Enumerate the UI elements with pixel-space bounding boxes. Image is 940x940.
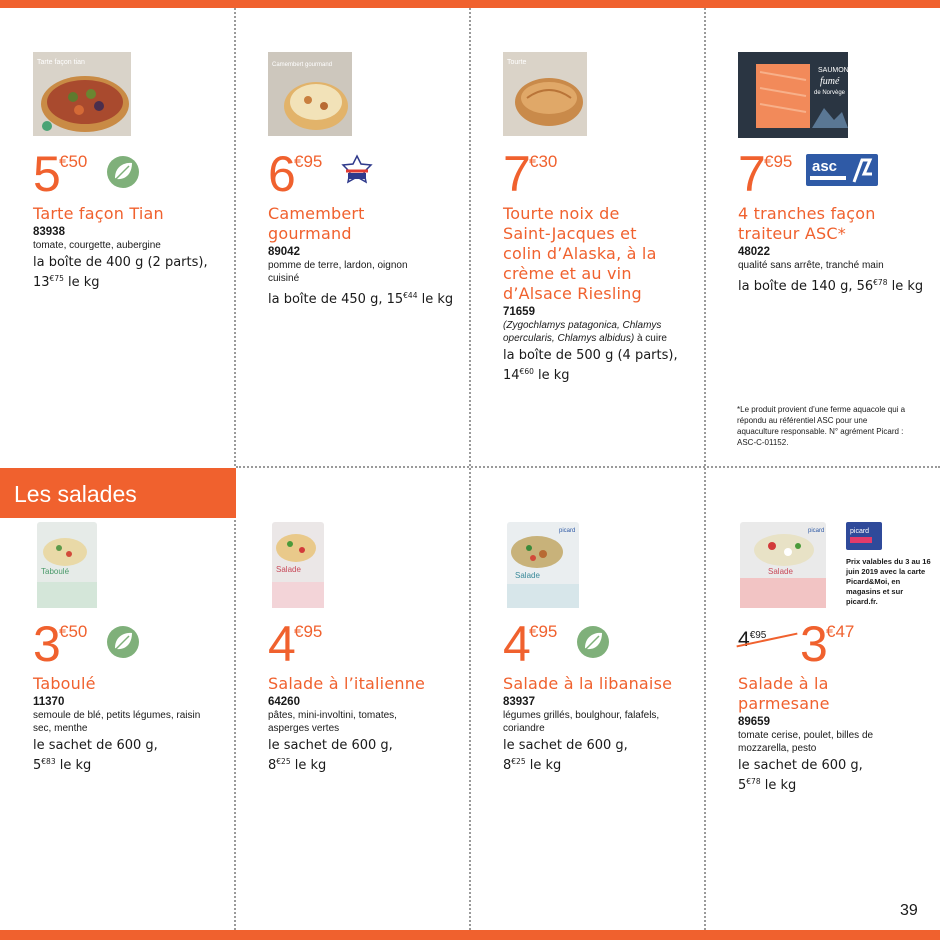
product-quantity: le sachet de 600 g, $5^{€78}$ le kg — [738, 758, 863, 793]
product-name: Salade à la libanaise — [503, 674, 673, 693]
svg-text:picard: picard — [808, 528, 825, 534]
price: $4^{€95}$ 3 €47 — [738, 616, 855, 672]
price: 6 €95 — [268, 152, 483, 204]
product-quantity: la boîte de 140 g, $56^{€78}$ le kg — [738, 278, 924, 294]
product-name: Camembert gourmand — [268, 204, 365, 243]
product-description: tomate cerise, poulet, billes de mozzarella, pesto — [738, 730, 874, 754]
product-description: tomate, courgette, aubergine — [33, 240, 161, 251]
product-card[interactable] — [268, 52, 483, 308]
picard-card-icon — [846, 522, 882, 552]
product-code: 89659 — [738, 716, 770, 728]
product-name: Salade à la parmesane — [738, 674, 830, 713]
asc-logo-icon — [806, 154, 878, 188]
product-quantity: le sachet de 600 g, $5^{€83}$ le kg — [33, 738, 158, 773]
veggie-leaf-icon — [105, 624, 141, 660]
product-card[interactable] — [503, 522, 718, 774]
svg-text:picard: picard — [559, 528, 576, 534]
product-description: semoule de blé, petits légumes, raisin sec, menthe — [33, 710, 201, 734]
product-quantity: la boîte de 500 g (4 parts), $14^{€60}$ le kg — [503, 348, 678, 383]
product-code: 11370 — [33, 696, 65, 708]
product-description: pomme de terre, lardon, oignon cuisiné — [268, 260, 408, 284]
svg-text:fumé: fumé — [820, 76, 840, 87]
svg-text:picard: picard — [850, 528, 870, 535]
product-name: Taboulé — [33, 674, 96, 693]
product-card[interactable] — [268, 522, 483, 774]
svg-text:Salade: Salade — [276, 565, 301, 574]
product-description: (Zygochlamys patagonica, Chlamys opercularis, Chlamys albidus) à cuire — [503, 320, 667, 344]
product-image — [503, 52, 603, 142]
svg-text:Tarte façon tian: Tarte façon tian — [37, 59, 85, 66]
product-image — [268, 522, 368, 612]
price: 4 €95 — [268, 616, 323, 672]
product-quantity: le sachet de 600 g, $8^{€25}$ le kg — [268, 738, 393, 773]
le-porc-francais-icon — [340, 154, 374, 186]
product-name: 4 tranches façon traiteur ASC* — [738, 204, 876, 243]
old-price: $4^{€95}$ — [738, 628, 767, 651]
svg-text:asc: asc — [812, 158, 838, 175]
row-divider — [236, 466, 940, 468]
product-image — [33, 52, 133, 142]
svg-text:de Norvège: de Norvège — [814, 90, 846, 96]
price: 3 €50 — [33, 622, 248, 674]
product-code: 48022 — [738, 246, 770, 258]
promo-note: Prix valables du 3 au 16 juin 2019 avec la carte Picard&Moi, en magasins et sur picard.fr. — [846, 557, 931, 606]
page-number: 39 — [900, 902, 918, 919]
svg-text:Salade: Salade — [768, 567, 793, 576]
product-card[interactable] — [503, 52, 718, 384]
product-description: qualité sans arrête, tranché main — [738, 260, 884, 271]
product-card[interactable] — [33, 522, 248, 774]
product-image — [503, 522, 603, 612]
section-header: Les salades — [0, 468, 236, 518]
product-image — [33, 522, 133, 612]
svg-text:SAUMON: SAUMON — [818, 67, 849, 74]
price: 5 €50 — [33, 152, 248, 204]
product-description: légumes grillés, boulghour, falafels, coriandre — [503, 710, 660, 734]
veggie-leaf-icon — [575, 624, 611, 660]
product-name: Tarte façon Tian — [33, 204, 164, 223]
price: 4 €95 — [503, 622, 718, 674]
product-code: 71659 — [503, 306, 535, 318]
top-border — [0, 0, 940, 8]
product-code: 83937 — [503, 696, 535, 708]
product-image — [738, 522, 838, 612]
product-quantity: la boîte de 450 g, $15^{€44}$ le kg — [268, 291, 454, 307]
price: 7 €95 asc — [738, 152, 940, 204]
product-image — [268, 52, 368, 142]
product-image — [738, 52, 850, 142]
product-card[interactable] — [738, 52, 940, 295]
price: 7 €30 — [503, 146, 558, 202]
product-card[interactable] — [33, 52, 248, 291]
svg-text:Tourte: Tourte — [507, 59, 527, 66]
product-quantity: le sachet de 600 g, $8^{€25}$ le kg — [503, 738, 628, 773]
veggie-leaf-icon — [105, 154, 141, 190]
svg-text:Taboulé: Taboulé — [41, 567, 70, 576]
svg-text:Camembert gourmand: Camembert gourmand — [272, 62, 333, 68]
product-quantity: la boîte de 400 g (2 parts), $13^{€75}$ le kg — [33, 255, 208, 290]
product-name: Salade à l’italienne — [268, 674, 426, 693]
asc-footnote: *Le produit provient d’une ferme aquacole qui a répondu au référentiel ASC pour une aquaculture responsable. N° agrément Picard : ASC-C-01152. — [737, 405, 906, 447]
product-name: Tourte noix de Saint-Jacques et colin d’Alaska, à la crème et au vin d’Alsace Riesling — [503, 204, 657, 303]
product-description: pâtes, mini-involtini, tomates, asperges vertes — [268, 710, 397, 734]
svg-text:Salade: Salade — [515, 571, 540, 580]
product-code: 64260 — [268, 696, 300, 708]
bottom-border — [0, 930, 940, 940]
product-code: 89042 — [268, 246, 300, 258]
product-code: 83938 — [33, 226, 65, 238]
